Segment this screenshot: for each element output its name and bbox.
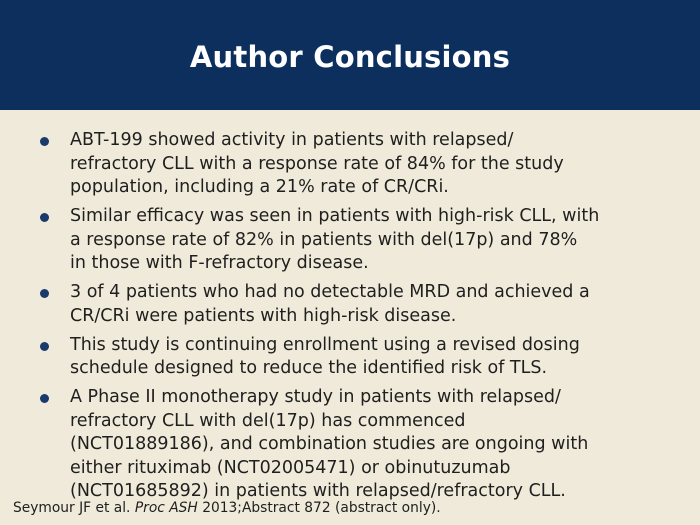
slide-title: Author Conclusions [189, 40, 511, 74]
bullet-list [40, 129, 665, 509]
footnote-authors: Seymour JF et al. [13, 500, 135, 516]
bullet-item [40, 281, 665, 328]
bullet-dot-icon [40, 137, 49, 146]
bullet-item [40, 334, 665, 381]
bullet-item [40, 129, 665, 200]
bullet-dot-icon [40, 289, 49, 298]
bullet-text: A Phase II monotherapy study in patients with relapsed/ refractory CLL with del(17p) has commenced (NCT01889186), and combination studies are ongoing with either rituximab (NCT02005471) or obinutuzumab (NCT01685892) in patients with relapsed/refractory CLL. [70, 387, 589, 501]
bullet-text: ABT-199 showed activity in patients with relapsed/ refractory CLL with a response rate of 84% for the study population, including a 21% rate of CR/CRi. [70, 130, 564, 197]
bullet-item [40, 205, 665, 276]
bullet-dot-icon [40, 213, 49, 222]
bullet-text: Similar efficacy was seen in patients with high-risk CLL, with a response rate of 82% in patients with del(17p) and 78% in those with F-refractory disease. [70, 206, 600, 273]
bullet-text: 3 of 4 patients who had no detectable MRD and achieved a CR/CRi were patients with high-risk disease. [70, 282, 590, 326]
bullet-item [40, 386, 665, 504]
bullet-dot-icon [40, 394, 49, 403]
citation-footnote [13, 500, 441, 516]
footnote-journal: Proc ASH [134, 500, 198, 516]
footnote-citation: 2013;Abstract 872 (abstract only). [197, 500, 441, 516]
bullet-dot-icon [40, 342, 49, 351]
bullet-text: This study is continuing enrollment using a revised dosing schedule designed to reduce the identified risk of TLS. [70, 334, 580, 378]
title-bar [0, 0, 700, 110]
